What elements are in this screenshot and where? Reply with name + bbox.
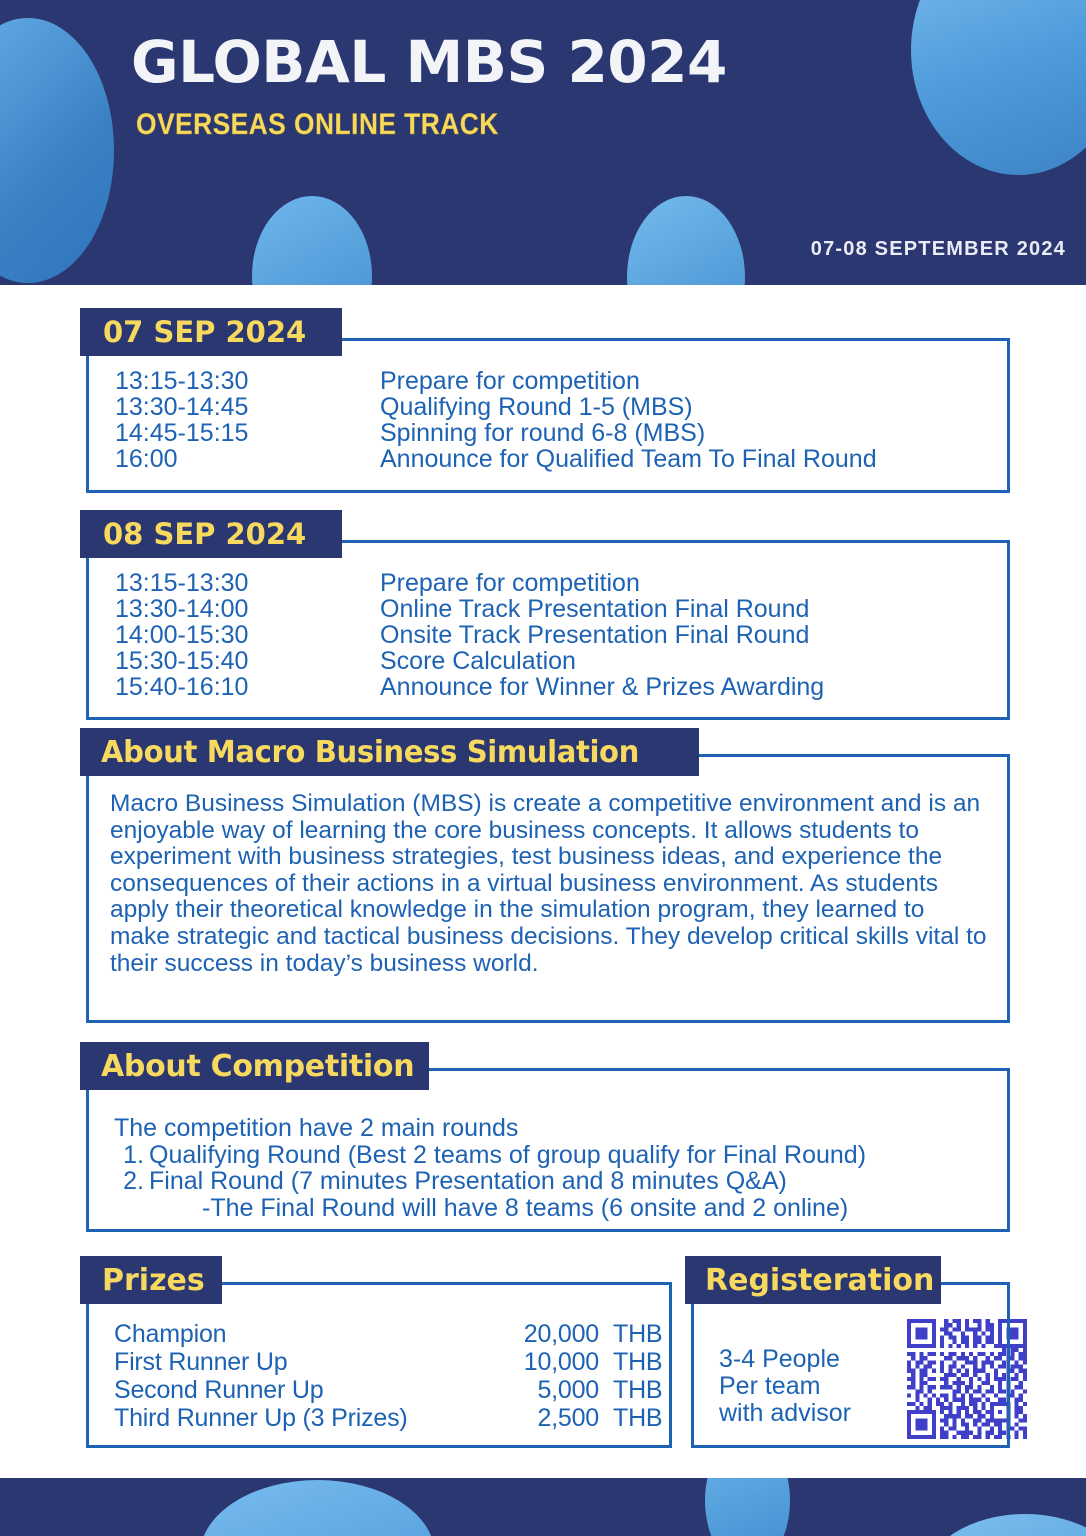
schedule-desc: Spinning for round 6-8 (MBS) [380, 419, 706, 447]
schedule-time: 13:30-14:00 [115, 595, 249, 623]
about-competition-tab-label: About Competition [101, 1048, 415, 1084]
schedule-row [115, 394, 1005, 420]
competition-list-item [114, 1168, 1004, 1195]
registration-section [685, 1256, 1010, 1448]
competition-item-text: Qualifying Round (Best 2 teams of group qualify for Final Round) [149, 1140, 867, 1169]
event-date: 07-08 SEPTEMBER 2024 [810, 238, 1066, 260]
schedule-day1-section [80, 308, 1010, 493]
prize-name: First Runner Up [114, 1348, 288, 1376]
competition-list-item [114, 1142, 1004, 1169]
schedule-row [115, 596, 1005, 622]
decorative-circle-top-right [911, 0, 1086, 175]
prizes-section [80, 1256, 672, 1448]
prize-amount: 20,000 [523, 1320, 599, 1348]
prize-amount: 10,000 [523, 1348, 599, 1376]
schedule-row [115, 446, 1005, 472]
schedule-desc: Onsite Track Presentation Final Round [380, 621, 810, 649]
schedule-desc: Qualifying Round 1-5 (MBS) [380, 393, 693, 421]
footer-circle-right [925, 1514, 1086, 1536]
registration-tab-label: Registeration [705, 1262, 935, 1298]
schedule-row [115, 420, 1005, 446]
schedule-day1-tab [80, 308, 342, 356]
prize-row [114, 1404, 663, 1432]
schedule-desc: Online Track Presentation Final Round [380, 595, 810, 623]
footer-circle-center [705, 1478, 790, 1536]
schedule-time: 15:30-15:40 [115, 647, 249, 675]
about-mbs-tab-label: About Macro Business Simulation [101, 734, 640, 770]
schedule-day2-tab-label: 08 SEP 2024 [103, 517, 307, 551]
schedule-time: 16:00 [115, 445, 178, 473]
registration-line: 3-4 People [719, 1345, 840, 1373]
schedule-day1-tab-label: 07 SEP 2024 [103, 315, 307, 349]
registration-text [719, 1346, 851, 1427]
competition-item-text: Final Round (7 minutes Presentation and 8 minutes Q&A) [149, 1167, 787, 1195]
prize-currency: THB [613, 1376, 663, 1404]
footer-circle-left [200, 1480, 435, 1536]
prize-row [114, 1348, 663, 1376]
schedule-time: 13:15-13:30 [115, 569, 249, 597]
about-mbs-tab [80, 728, 699, 776]
schedule-day2-tab [80, 510, 342, 558]
schedule-row [115, 368, 1005, 394]
competition-note: -The Final Round will have 8 teams (6 onsite and 2 online) [202, 1193, 849, 1222]
schedule-time: 13:30-14:45 [115, 393, 249, 421]
schedule-desc: Score Calculation [380, 647, 576, 675]
header-band [0, 0, 1086, 285]
decorative-circle-left [0, 18, 114, 283]
prize-row [114, 1376, 663, 1404]
competition-item-number: 2. [123, 1167, 144, 1195]
about-competition-body [114, 1115, 1004, 1221]
schedule-day2-rows [115, 570, 1005, 700]
prizes-tab [80, 1256, 222, 1304]
prize-row [114, 1320, 663, 1348]
prize-amount: 5,000 [537, 1376, 599, 1404]
decorative-circle-mid-left [252, 196, 372, 285]
schedule-row [115, 570, 1005, 596]
prize-name: Champion [114, 1320, 227, 1348]
about-mbs-paragraph: Macro Business Simulation (MBS) is create a competitive environment and is an enjoyable way of learning the core business concepts. It allows students to experiment with business strategies, test business ideas, and experience the consequences of their actions in a virtual business environment. As students apply their theoretical knowledge in the simulation program, they learned to make strategic and tactical business decisions. They develop critical skills vital to their success in today’s business world. [110, 790, 987, 977]
schedule-desc: Announce for Winner & Prizes Awarding [380, 673, 825, 701]
schedule-desc: Prepare for competition [380, 569, 640, 597]
schedule-time: 13:15-13:30 [115, 367, 249, 395]
schedule-day1-rows [115, 368, 1005, 472]
registration-line: with advisor [719, 1399, 851, 1427]
decorative-circle-mid-right [627, 196, 745, 285]
schedule-day2-section [80, 510, 1010, 720]
about-mbs-section [80, 728, 1010, 1023]
competition-intro: The competition have 2 main rounds [114, 1114, 519, 1142]
page-subtitle: OVERSEAS ONLINE TRACK [136, 108, 499, 141]
prize-amount: 2,500 [537, 1404, 599, 1432]
schedule-row [115, 622, 1005, 648]
competition-item-number: 1. [123, 1140, 144, 1169]
prizes-rows [114, 1320, 663, 1432]
about-competition-tab [80, 1042, 429, 1090]
schedule-time: 14:45-15:15 [115, 419, 249, 447]
about-competition-section [80, 1042, 1010, 1232]
prizes-tab-label: Prizes [102, 1262, 205, 1298]
prize-currency: THB [613, 1348, 663, 1376]
schedule-time: 14:00-15:30 [115, 621, 249, 649]
schedule-desc: Announce for Qualified Team To Final Round [380, 445, 877, 473]
schedule-desc: Prepare for competition [380, 367, 640, 395]
prize-name: Third Runner Up (3 Prizes) [114, 1404, 408, 1432]
registration-tab [685, 1256, 941, 1304]
prize-currency: THB [613, 1404, 663, 1432]
page-title: GLOBAL MBS 2024 [131, 28, 727, 96]
prize-currency: THB [613, 1320, 663, 1348]
schedule-row [115, 648, 1005, 674]
schedule-time: 15:40-16:10 [115, 673, 249, 701]
registration-line: Per team [719, 1372, 821, 1400]
schedule-row [115, 674, 1005, 700]
prize-name: Second Runner Up [114, 1376, 324, 1404]
footer-band [0, 1478, 1086, 1536]
